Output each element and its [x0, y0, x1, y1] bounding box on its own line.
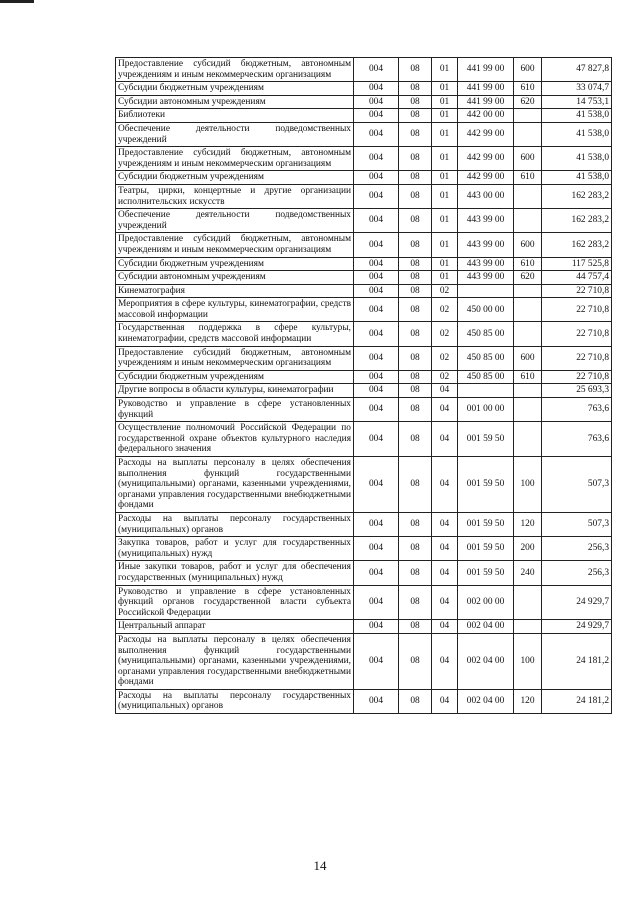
row-subsection-code: 04: [432, 561, 458, 585]
row-expense-type: 600: [514, 147, 542, 171]
row-ved-code: 004: [354, 233, 399, 257]
row-subsection-code: 01: [432, 184, 458, 208]
row-subsection-code: 02: [432, 298, 458, 322]
row-expense-type: 610: [514, 82, 542, 96]
row-amount: 41 538,0: [542, 147, 612, 171]
row-expense-type: [514, 284, 542, 298]
row-name: Иные закупки товаров, работ и услуг для обеспечения государственных (муниципальных) нужд: [116, 561, 354, 585]
row-ved-code: 004: [354, 512, 399, 536]
row-ved-code: 004: [354, 633, 399, 689]
row-target-article: 450 85 00: [458, 322, 514, 346]
table-row: [116, 284, 612, 298]
row-target-article: 001 59 50: [458, 512, 514, 536]
row-subsection-code: 01: [432, 257, 458, 271]
row-name: Предоставление субсидий бюджетным, автономным учреждениям и иным некоммерческим организациям: [116, 58, 354, 82]
row-expense-type: [514, 384, 542, 398]
row-amount: 507,3: [542, 457, 612, 513]
row-section-code: 08: [399, 512, 432, 536]
row-name: Расходы на выплаты персоналу государственных (муниципальных) органов: [116, 512, 354, 536]
row-expense-type: 620: [514, 271, 542, 285]
row-section-code: 08: [399, 585, 432, 620]
row-amount: 14 753,1: [542, 95, 612, 109]
row-target-article: 450 85 00: [458, 346, 514, 370]
row-target-article: 002 04 00: [458, 689, 514, 713]
row-ved-code: 004: [354, 109, 399, 123]
row-section-code: 08: [399, 147, 432, 171]
row-amount: 763,6: [542, 422, 612, 457]
row-ved-code: 004: [354, 147, 399, 171]
row-target-article: 442 99 00: [458, 171, 514, 185]
row-section-code: 08: [399, 233, 432, 257]
row-name: Предоставление субсидий бюджетным, автономным учреждениям и иным некоммерческим организациям: [116, 147, 354, 171]
row-subsection-code: 02: [432, 346, 458, 370]
row-subsection-code: 04: [432, 537, 458, 561]
row-subsection-code: 04: [432, 422, 458, 457]
row-section-code: 08: [399, 620, 432, 634]
row-ved-code: 004: [354, 95, 399, 109]
table-row: [116, 346, 612, 370]
table-row: [116, 184, 612, 208]
row-target-article: [458, 384, 514, 398]
row-expense-type: 610: [514, 370, 542, 384]
row-subsection-code: 04: [432, 457, 458, 513]
row-section-code: 08: [399, 384, 432, 398]
row-amount: 33 074,7: [542, 82, 612, 96]
table-row: [116, 370, 612, 384]
row-target-article: 443 99 00: [458, 233, 514, 257]
row-subsection-code: 04: [432, 633, 458, 689]
row-ved-code: 004: [354, 537, 399, 561]
row-ved-code: 004: [354, 398, 399, 422]
row-ved-code: 004: [354, 689, 399, 713]
row-section-code: 08: [399, 422, 432, 457]
row-ved-code: 004: [354, 184, 399, 208]
row-ved-code: 004: [354, 585, 399, 620]
row-expense-type: 620: [514, 95, 542, 109]
row-amount: 41 538,0: [542, 171, 612, 185]
row-target-article: 442 99 00: [458, 122, 514, 146]
table-row: [116, 257, 612, 271]
row-amount: 25 693,3: [542, 384, 612, 398]
row-subsection-code: 04: [432, 689, 458, 713]
row-expense-type: 600: [514, 233, 542, 257]
table-row: [116, 58, 612, 82]
row-ved-code: 004: [354, 271, 399, 285]
row-amount: 24 181,2: [542, 689, 612, 713]
row-section-code: 08: [399, 457, 432, 513]
row-name: Осуществление полномочий Российской Федерации по государственной охране объектов культурного наследия федерального значения: [116, 422, 354, 457]
budget-table: [115, 57, 612, 714]
row-expense-type: [514, 398, 542, 422]
row-subsection-code: 01: [432, 209, 458, 233]
row-expense-type: [514, 322, 542, 346]
table-row: [116, 298, 612, 322]
row-subsection-code: 01: [432, 58, 458, 82]
row-target-article: 001 59 50: [458, 457, 514, 513]
row-amount: 22 710,8: [542, 346, 612, 370]
row-amount: 41 538,0: [542, 122, 612, 146]
row-section-code: 08: [399, 398, 432, 422]
row-target-article: 001 00 00: [458, 398, 514, 422]
row-subsection-code: 01: [432, 122, 458, 146]
row-section-code: 08: [399, 171, 432, 185]
row-amount: 22 710,8: [542, 298, 612, 322]
row-section-code: 08: [399, 95, 432, 109]
row-section-code: 08: [399, 209, 432, 233]
page-number: 14: [313, 858, 327, 873]
row-target-article: 443 99 00: [458, 271, 514, 285]
table-row: [116, 171, 612, 185]
row-name: Расходы на выплаты персоналу государственных (муниципальных) органов: [116, 689, 354, 713]
row-name: Закупка товаров, работ и услуг для государственных (муниципальных) нужд: [116, 537, 354, 561]
row-target-article: 002 04 00: [458, 620, 514, 634]
row-target-article: 450 00 00: [458, 298, 514, 322]
row-name: Субсидии автономным учреждениям: [116, 271, 354, 285]
row-name: Обеспечение деятельности подведомственных учреждений: [116, 209, 354, 233]
row-amount: 47 827,8: [542, 58, 612, 82]
row-subsection-code: 01: [432, 109, 458, 123]
row-subsection-code: 01: [432, 95, 458, 109]
row-expense-type: 120: [514, 689, 542, 713]
table-row: [116, 561, 612, 585]
table-row: [116, 398, 612, 422]
row-amount: 24 929,7: [542, 585, 612, 620]
table-row: [116, 82, 612, 96]
row-expense-type: 200: [514, 537, 542, 561]
row-amount: 24 181,2: [542, 633, 612, 689]
row-section-code: 08: [399, 689, 432, 713]
row-target-article: 002 00 00: [458, 585, 514, 620]
table-row: [116, 537, 612, 561]
row-expense-type: [514, 209, 542, 233]
row-name: Государственная поддержка в сфере культуры, кинематографии, средств массовой информации: [116, 322, 354, 346]
row-ved-code: 004: [354, 620, 399, 634]
row-name: Субсидии бюджетным учреждениям: [116, 370, 354, 384]
row-ved-code: 004: [354, 384, 399, 398]
row-expense-type: [514, 298, 542, 322]
table-row: [116, 209, 612, 233]
row-subsection-code: 01: [432, 82, 458, 96]
row-target-article: [458, 284, 514, 298]
row-name: Субсидии бюджетным учреждениям: [116, 257, 354, 271]
row-name: Субсидии автономным учреждениям: [116, 95, 354, 109]
row-section-code: 08: [399, 122, 432, 146]
row-ved-code: 004: [354, 322, 399, 346]
scan-corner-mark: [0, 0, 34, 3]
row-section-code: 08: [399, 633, 432, 689]
row-expense-type: 100: [514, 457, 542, 513]
row-name: Кинематография: [116, 284, 354, 298]
row-name: Центральный аппарат: [116, 620, 354, 634]
row-name: Обеспечение деятельности подведомственных учреждений: [116, 122, 354, 146]
row-amount: 24 929,7: [542, 620, 612, 634]
row-section-code: 08: [399, 561, 432, 585]
row-expense-type: [514, 109, 542, 123]
row-subsection-code: 01: [432, 171, 458, 185]
row-section-code: 08: [399, 271, 432, 285]
row-ved-code: 004: [354, 422, 399, 457]
row-subsection-code: 04: [432, 384, 458, 398]
row-name: Предоставление субсидий бюджетным, автономным учреждениям и иным некоммерческим организациям: [116, 346, 354, 370]
row-name: Театры, цирки, концертные и другие организации исполнительских искусств: [116, 184, 354, 208]
row-amount: 507,3: [542, 512, 612, 536]
row-section-code: 08: [399, 346, 432, 370]
row-name: Руководство и управление в сфере установленных функций: [116, 398, 354, 422]
table-row: [116, 109, 612, 123]
table-row: [116, 233, 612, 257]
row-amount: 162 283,2: [542, 233, 612, 257]
table-row: [116, 422, 612, 457]
row-ved-code: 004: [354, 82, 399, 96]
row-amount: 117 525,8: [542, 257, 612, 271]
row-name: Субсидии бюджетным учреждениям: [116, 82, 354, 96]
row-amount: 22 710,8: [542, 322, 612, 346]
row-subsection-code: 04: [432, 585, 458, 620]
row-expense-type: 240: [514, 561, 542, 585]
row-amount: 256,3: [542, 537, 612, 561]
table-row: [116, 585, 612, 620]
row-subsection-code: 02: [432, 322, 458, 346]
row-subsection-code: 04: [432, 512, 458, 536]
row-subsection-code: 01: [432, 233, 458, 257]
row-expense-type: 610: [514, 171, 542, 185]
row-section-code: 08: [399, 370, 432, 384]
row-target-article: 443 00 00: [458, 184, 514, 208]
row-amount: 162 283,2: [542, 184, 612, 208]
row-target-article: 441 99 00: [458, 95, 514, 109]
row-name: Библиотеки: [116, 109, 354, 123]
row-name: Мероприятия в сфере культуры, кинематографии, средств массовой информации: [116, 298, 354, 322]
row-expense-type: [514, 620, 542, 634]
row-section-code: 08: [399, 109, 432, 123]
row-name: Расходы на выплаты персоналу в целях обеспечения выполнения функций государственными (муниципальными) органами, казенными учреждениями, органами управления государственными внебюджетными фондами: [116, 457, 354, 513]
budget-table-body: [116, 58, 612, 714]
row-ved-code: 004: [354, 284, 399, 298]
row-section-code: 08: [399, 298, 432, 322]
row-ved-code: 004: [354, 298, 399, 322]
row-amount: 22 710,8: [542, 284, 612, 298]
row-expense-type: [514, 184, 542, 208]
row-section-code: 08: [399, 58, 432, 82]
row-target-article: 001 59 50: [458, 561, 514, 585]
table-row: [116, 271, 612, 285]
row-expense-type: 120: [514, 512, 542, 536]
row-ved-code: 004: [354, 370, 399, 384]
row-subsection-code: 02: [432, 284, 458, 298]
row-section-code: 08: [399, 82, 432, 96]
row-ved-code: 004: [354, 257, 399, 271]
row-target-article: 442 99 00: [458, 147, 514, 171]
table-row: [116, 147, 612, 171]
table-row: [116, 689, 612, 713]
row-ved-code: 004: [354, 561, 399, 585]
table-row: [116, 457, 612, 513]
row-expense-type: [514, 422, 542, 457]
table-row: [116, 384, 612, 398]
row-subsection-code: 04: [432, 620, 458, 634]
row-target-article: 443 99 00: [458, 209, 514, 233]
row-ved-code: 004: [354, 457, 399, 513]
row-amount: 44 757,4: [542, 271, 612, 285]
row-amount: 22 710,8: [542, 370, 612, 384]
table-row: [116, 322, 612, 346]
row-amount: 763,6: [542, 398, 612, 422]
table-row: [116, 122, 612, 146]
row-subsection-code: 04: [432, 398, 458, 422]
row-target-article: 450 85 00: [458, 370, 514, 384]
table-row: [116, 95, 612, 109]
row-expense-type: [514, 122, 542, 146]
row-target-article: 001 59 50: [458, 422, 514, 457]
row-name: Расходы на выплаты персоналу в целях обеспечения выполнения функций государственными (муниципальными) органами, казенными учреждениями, органами управления государственными внебюджетными фондами: [116, 633, 354, 689]
row-expense-type: [514, 585, 542, 620]
row-section-code: 08: [399, 284, 432, 298]
row-section-code: 08: [399, 322, 432, 346]
row-target-article: 441 99 00: [458, 82, 514, 96]
row-ved-code: 004: [354, 171, 399, 185]
row-subsection-code: 02: [432, 370, 458, 384]
row-name: Другие вопросы в области культуры, кинематографии: [116, 384, 354, 398]
row-target-article: 442 00 00: [458, 109, 514, 123]
row-target-article: 002 04 00: [458, 633, 514, 689]
row-name: Руководство и управление в сфере установленных функций органов государственной власти субъекта Российской Федерации: [116, 585, 354, 620]
row-amount: 256,3: [542, 561, 612, 585]
row-section-code: 08: [399, 184, 432, 208]
row-amount: 162 283,2: [542, 209, 612, 233]
row-expense-type: 610: [514, 257, 542, 271]
row-expense-type: 600: [514, 58, 542, 82]
row-subsection-code: 01: [432, 147, 458, 171]
row-name: Субсидии бюджетным учреждениям: [116, 171, 354, 185]
row-ved-code: 004: [354, 58, 399, 82]
row-ved-code: 004: [354, 346, 399, 370]
row-expense-type: 100: [514, 633, 542, 689]
row-target-article: 001 59 50: [458, 537, 514, 561]
row-section-code: 08: [399, 257, 432, 271]
row-ved-code: 004: [354, 209, 399, 233]
table-row: [116, 620, 612, 634]
row-amount: 41 538,0: [542, 109, 612, 123]
row-section-code: 08: [399, 537, 432, 561]
row-target-article: 443 99 00: [458, 257, 514, 271]
row-name: Предоставление субсидий бюджетным, автономным учреждениям и иным некоммерческим организациям: [116, 233, 354, 257]
row-subsection-code: 01: [432, 271, 458, 285]
row-ved-code: 004: [354, 122, 399, 146]
table-row: [116, 633, 612, 689]
row-target-article: 441 99 00: [458, 58, 514, 82]
table-row: [116, 512, 612, 536]
row-expense-type: 600: [514, 346, 542, 370]
